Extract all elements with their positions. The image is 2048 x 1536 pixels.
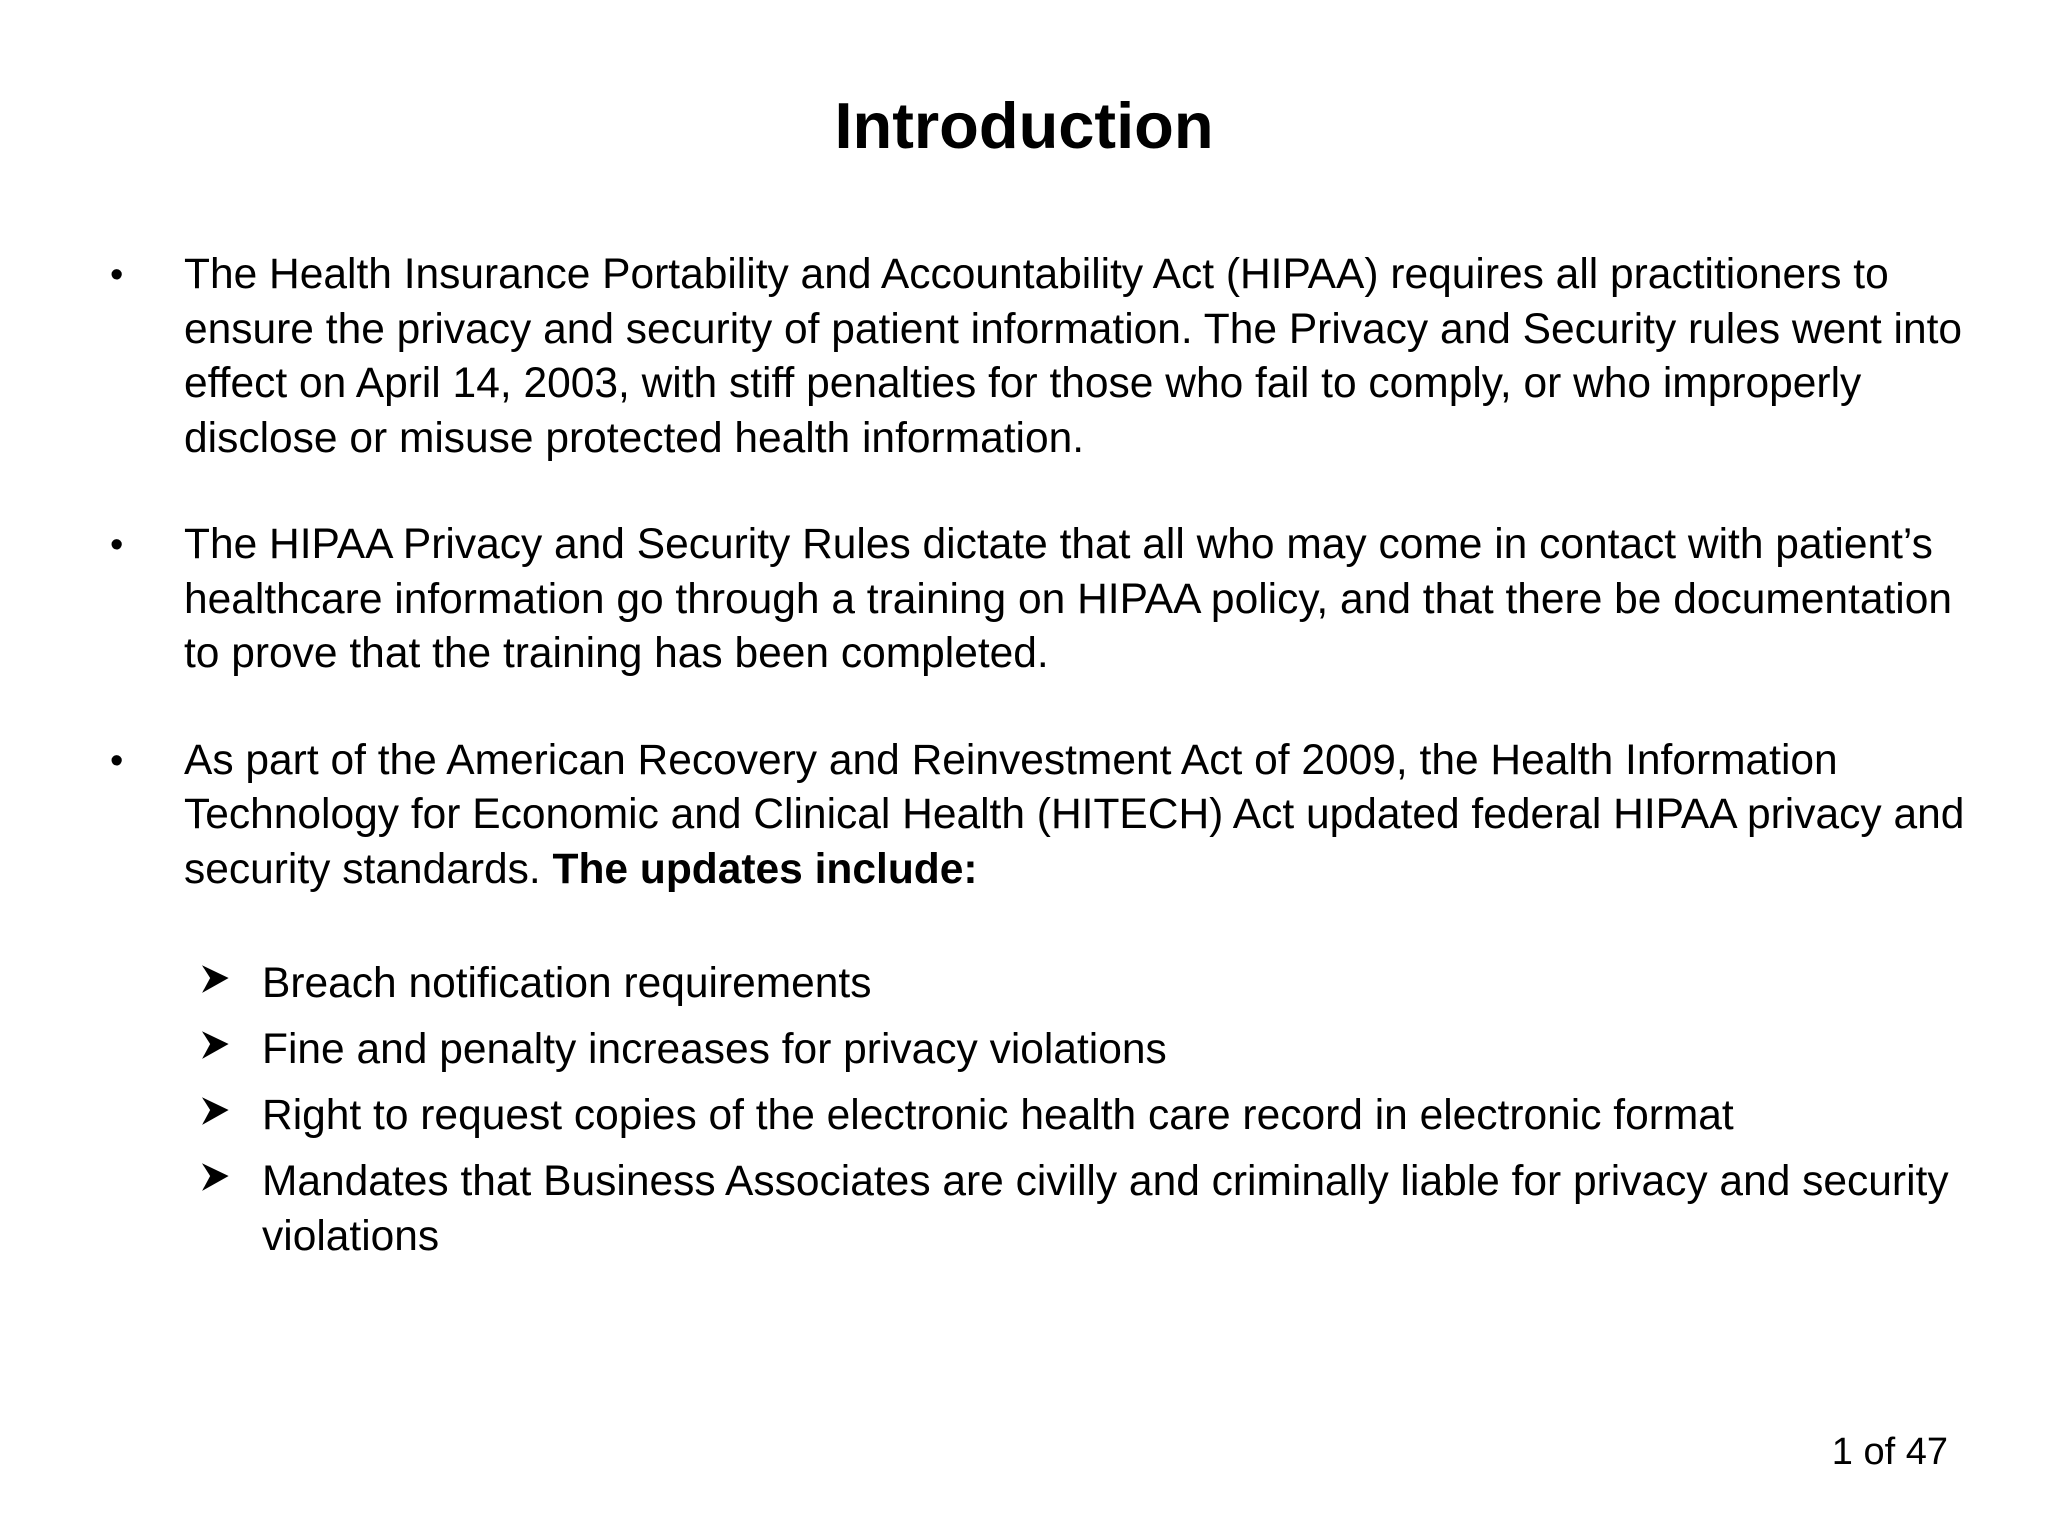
bullet-text-regular: As part of the American Recovery and Reinvestment Act of 2009, the Health Information Technology for Economic and Clinical Health (HITECH) Act updated federal HIPAA privacy and security standards. <box>184 736 1965 893</box>
bullet-list <box>110 248 1990 949</box>
bullet-item-hitech-updates <box>110 734 1990 898</box>
bullet-text-bold: The updates include: <box>552 845 978 893</box>
sub-list-item <box>200 1022 1960 1077</box>
bullet-dot-icon: • <box>110 254 124 296</box>
page-number: 1 of 47 <box>1831 1431 1948 1473</box>
arrow-bullet-icon <box>200 1022 262 1077</box>
bullet-dot-icon: • <box>110 524 124 566</box>
bullet-text <box>184 734 1974 898</box>
sub-list-item <box>200 956 1960 1011</box>
bullet-text: The Health Insurance Portability and Accountability Act (HIPAA) requires all practitioners to ensure the privacy and security of patient information. The Privacy and Security rules went into effect on April 14, 2003, with stiff penalties for those who fail to comply, or who improperly disclose or misuse protected health information. <box>184 251 1963 462</box>
sub-list-item <box>200 1154 1960 1264</box>
bullet-text: The HIPAA Privacy and Security Rules dictate that all who may come in contact with patient’s healthcare information go through a training on HIPAA policy, and that there be documentation to prove that the training has been completed. <box>184 521 1953 677</box>
bullet-item-training-rules <box>110 518 1990 682</box>
sub-list-text: Breach notification requirements <box>262 960 872 1007</box>
arrow-bullet-icon <box>200 1088 262 1143</box>
bullet-dot-icon: • <box>110 739 124 782</box>
sub-list-text: Mandates that Business Associates are civilly and criminally liable for privacy and security violations <box>262 1158 1949 1260</box>
bullet-item-hipaa-overview <box>110 248 1990 466</box>
sub-list-item <box>200 1088 1960 1143</box>
sub-bullet-list <box>200 956 1960 1275</box>
arrow-bullet-icon <box>200 956 262 1011</box>
slide-title: Introduction <box>834 89 1214 162</box>
sub-list-text: Right to request copies of the electronic health care record in electronic format <box>262 1092 1734 1139</box>
arrow-bullet-icon <box>200 1154 262 1209</box>
sub-list-text: Fine and penalty increases for privacy violations <box>262 1026 1167 1073</box>
